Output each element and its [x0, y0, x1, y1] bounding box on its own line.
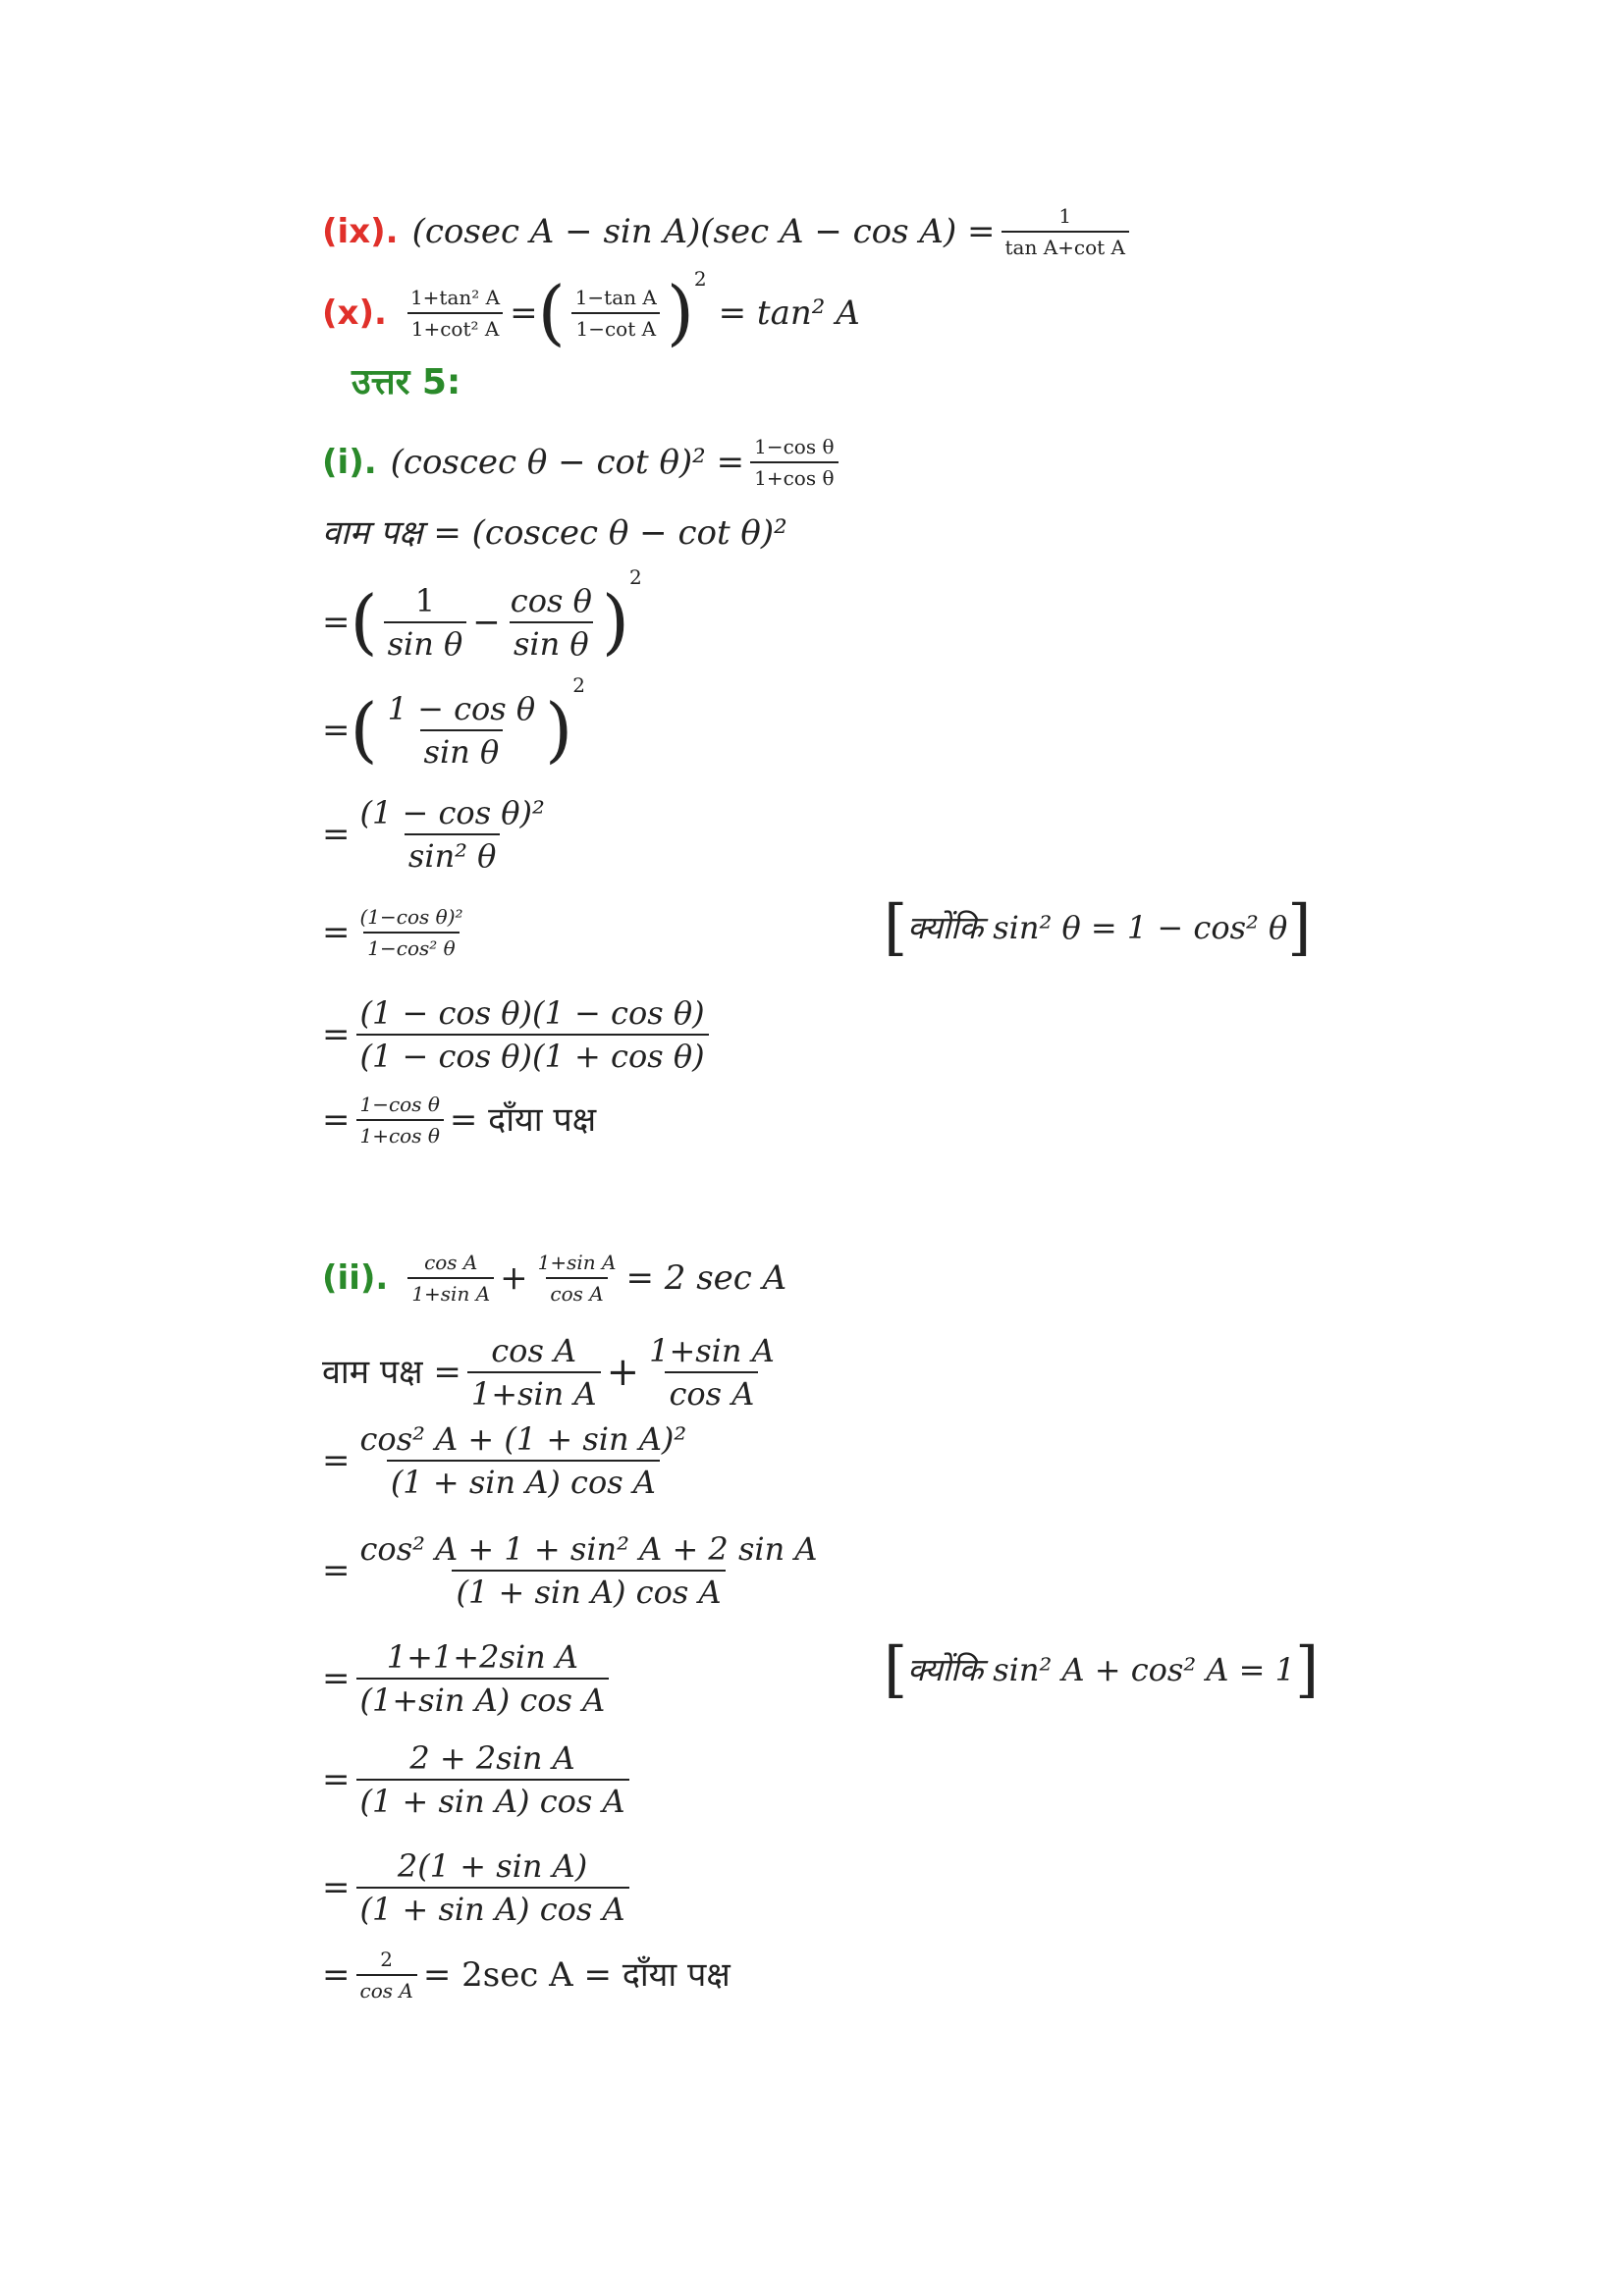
numerator: cos A [424, 1251, 478, 1274]
fraction [571, 285, 661, 341]
denominator: (1 + sin A) cos A [356, 1779, 629, 1817]
close-bracket: ] [1294, 1633, 1320, 1705]
denominator: (1+sin A) cos A [356, 1678, 610, 1716]
numerator: 1 [414, 582, 436, 619]
heading-text: उत्तर 5: [352, 362, 461, 402]
denominator: 1+sin A [467, 1371, 601, 1410]
fraction [356, 1095, 444, 1146]
step-i-2: = ( $\frac{1}{\text{sin θ}}$ − $\frac{\text{cos θ}}{\text{sin θ}}$ ) 2 [322, 565, 642, 664]
numerator: 1−cos θ [359, 1093, 440, 1116]
step-ii-2 [322, 1420, 696, 1501]
expr-ix: (cosec A − sin A)(sec A − cos A) = [411, 212, 996, 251]
label-x: (x). [322, 293, 387, 333]
numerator: (1−cos θ)² [359, 905, 463, 929]
denominator: 1+cos θ [750, 461, 838, 488]
fraction [356, 994, 709, 1075]
step-i-3: = ( $\frac{\text{1 − cos θ}}{\text{sin θ}}$ ) 2 [322, 673, 585, 772]
step-i-6 [322, 994, 715, 1075]
numerator: 1 [1058, 204, 1072, 228]
numerator: cos A [491, 1332, 577, 1369]
open-paren: ( [537, 271, 566, 353]
minus-sign: − [472, 603, 501, 642]
numerator: 1−cos θ [754, 435, 835, 458]
open-bracket: [ [884, 1633, 908, 1705]
step-ii-5 [322, 1739, 635, 1820]
rhs-text: = 2 sec A [625, 1258, 787, 1298]
open-bracket: [ [884, 891, 908, 963]
fraction [467, 1332, 601, 1413]
note-text: क्योंकि sin² θ = 1 − cos² θ [907, 909, 1288, 947]
step-i-1 [322, 513, 787, 553]
equals-sign: = [322, 711, 351, 750]
part-i-statement [322, 437, 844, 488]
numerator: 1 − cos θ [387, 690, 536, 727]
equals-sign: = [322, 1760, 351, 1799]
rhs-text: = 2sec A = दाँया पक्ष [422, 1955, 731, 1995]
note-identity-1 [884, 891, 1312, 963]
equals-sign: = [322, 815, 351, 854]
denominator: sin θ [510, 621, 593, 660]
fraction [356, 1530, 822, 1611]
equals-sign: = [322, 1100, 351, 1140]
denominator: (1 + sin A) cos A [452, 1570, 725, 1608]
numerator: 2 [380, 1948, 394, 1971]
numerator: (1 − cos θ)(1 − cos θ) [359, 994, 705, 1032]
plus-sign: + [500, 1258, 528, 1298]
equals-sign: = [322, 603, 351, 642]
fraction [645, 1332, 779, 1413]
denominator: tan A+cot A [1001, 231, 1129, 257]
fraction [1001, 206, 1129, 257]
label-ix: (ix). [322, 212, 399, 251]
numerator: 2(1 + sin A) [397, 1847, 588, 1885]
fraction [384, 582, 467, 663]
fraction [407, 1253, 494, 1304]
fraction [750, 437, 838, 488]
numerator: 1+sin A [649, 1332, 775, 1369]
denominator: (1 + sin A) cos A [387, 1460, 660, 1498]
lhs-text: वाम पक्ष = [322, 1353, 461, 1392]
numerator: cos² A + 1 + sin² A + 2 sin A [359, 1530, 818, 1568]
denominator: 1−cot A [571, 312, 660, 339]
fraction [356, 907, 467, 958]
denominator: 1−cos² θ [363, 932, 459, 958]
numerator: 1+tan² A [409, 285, 501, 309]
step-ii-1 [322, 1332, 785, 1413]
fraction [356, 1420, 691, 1501]
rhs-text: = दाँया पक्ष [449, 1100, 597, 1140]
question-ix [322, 206, 1135, 257]
denominator: 1+cot² A [407, 312, 504, 339]
step-ii-7 [322, 1949, 731, 2001]
close-paren: ) [545, 688, 573, 772]
denominator: cos A [665, 1371, 758, 1410]
numerator: 1−tan A [574, 285, 657, 309]
numerator: cos θ [510, 582, 592, 619]
open-paren: ( [350, 580, 378, 664]
fraction [507, 582, 596, 663]
equals-sign: = [322, 1441, 351, 1480]
step-ii-4 [322, 1638, 615, 1719]
label-i: (i). [322, 443, 377, 482]
numerator: 1+1+2sin A [386, 1638, 578, 1676]
equals-sign: = [322, 1015, 351, 1054]
fraction [406, 285, 504, 341]
denominator: (1 − cos θ)(1 + cos θ) [356, 1034, 709, 1072]
note-identity-2 [884, 1633, 1320, 1705]
denominator: 1+cos θ [356, 1119, 444, 1146]
fraction [356, 1739, 629, 1820]
denominator: cos A [546, 1277, 607, 1304]
fraction [356, 794, 549, 875]
equals-sign: = [322, 1551, 351, 1590]
expr-x-result: = tan² A [718, 293, 860, 333]
numerator: cos² A + (1 + sin A)² [359, 1420, 687, 1458]
question-x: (x). $\frac{\text{1+tan² A}}{\text{1+cot² A}}$ = ( $\frac{\text{1−tan A}}{\text{1−cot A}}$ ) 2 = tan² A [322, 267, 860, 353]
close-bracket: ] [1287, 891, 1312, 963]
label-ii: (ii). [322, 1258, 389, 1298]
fraction [384, 690, 540, 771]
close-paren: ) [601, 580, 629, 664]
close-paren: ) [666, 271, 694, 353]
numerator: (1 − cos θ)² [359, 794, 545, 831]
equals-sign: = [322, 1955, 351, 1995]
step-ii-6 [322, 1847, 635, 1928]
equals-sign: = [510, 293, 538, 333]
step-i-4 [322, 794, 555, 875]
denominator: sin θ [420, 729, 504, 768]
open-paren: ( [350, 688, 378, 772]
equals-sign: = [322, 913, 351, 952]
expr-i: (coscec θ − cot θ)² = [390, 443, 745, 482]
step-i-5 [322, 907, 473, 958]
part-ii-statement [322, 1253, 786, 1304]
denominator: (1 + sin A) cos A [356, 1887, 629, 1925]
denominator: cos A [356, 1974, 417, 2001]
numerator: 2 + 2sin A [409, 1739, 575, 1777]
denominator: 1+sin A [407, 1277, 494, 1304]
fraction [356, 1949, 417, 2001]
step-text: वाम पक्ष = (coscec θ − cot θ)² [322, 513, 787, 553]
fraction [534, 1253, 621, 1304]
equals-sign: = [322, 1659, 351, 1698]
step-ii-3 [322, 1530, 828, 1611]
numerator: 1+sin A [537, 1251, 617, 1274]
denominator: sin² θ [405, 833, 501, 872]
fraction [356, 1638, 610, 1719]
fraction [356, 1847, 629, 1928]
plus-sign: + [606, 1350, 640, 1395]
equals-sign: = [322, 1868, 351, 1907]
answer-heading [352, 362, 461, 402]
step-i-7 [322, 1095, 596, 1146]
denominator: sin θ [384, 621, 467, 660]
note-text: क्योंकि sin² A + cos² A = 1 [907, 1651, 1295, 1689]
